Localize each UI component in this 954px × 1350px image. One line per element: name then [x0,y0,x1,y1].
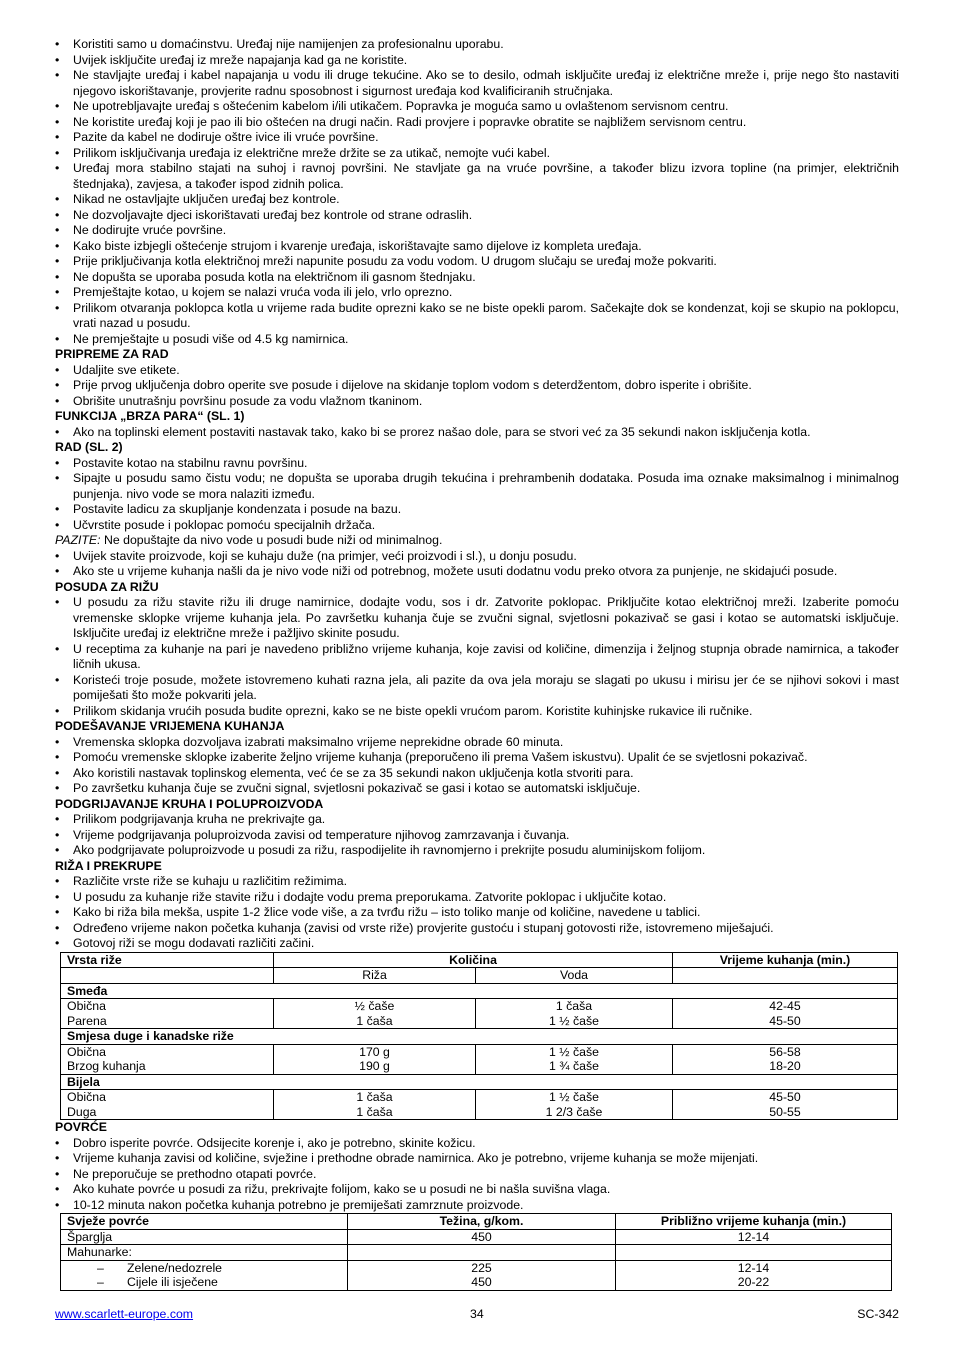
list-item: • Dobro isperite povrće. Odsijecite korenje i, ako je potrebno, skinite kožicu. [55,1136,899,1152]
vegetable-name [61,1275,348,1290]
header-rice-type: Vrsta riže [61,952,274,968]
intro-section [55,37,899,347]
cooking-time: 45-50 50-55 [673,1090,898,1120]
section-heading: POVRĆE [55,1120,107,1134]
water-amount: 1 ½ čaše 1 ¾ čaše [476,1044,673,1074]
rice-variety: Obična Duga [61,1090,274,1120]
vegetable-name: Mahunarke: [61,1245,348,1261]
rice-cooking-table [60,952,898,1121]
list-item: • Vremenska sklopka dozvoljava izabrati maksimalno vrijeme neprekidne obrade 60 minuta. [55,735,899,751]
table-cell [348,1245,616,1261]
list-item: • Ako podgrijavate poluproizvode u posudi za rižu, raspodijelite ih ravnomjerno i prekrijte posudu aluminijskom folijom. [55,843,899,859]
dash-marker: – [97,1260,104,1275]
list-item: • Kako biste izbjegli oštećenje strujom i kvarenje uređaja, iskorištavajte samo dijelove iz kompleta uređaja. [55,239,899,255]
header-approx-time: Približno vrijeme kuhanja (min.) [616,1214,892,1230]
table-row [61,1229,892,1245]
rice-list [55,874,899,952]
document-page [55,37,899,1291]
vegetable-weight: 225 [348,1260,616,1275]
rice-variety: Obična Brzog kuhanja [61,1044,274,1074]
table-cell [673,968,898,984]
rice-variety: Obična Parena [61,999,274,1029]
operation-list [55,456,899,534]
list-item: • U receptima za kuhanje na pari je navedeno približno vrijeme kuhanja, koje zavisi od količine, dimenzija i željnog stupnja obrade namirnica, a također ličnih ukusa. [55,642,899,673]
model-number: SC-342 [857,1307,899,1321]
list-item: • Po završetku kuhanja čuje se zvučni signal, svjetlosni pokazivač se gasi i kotao se automatski isključuje. [55,781,899,797]
subheader-rice: Riža [274,968,476,984]
list-item: • Ne koristite uređaj koji je pao ili bio oštećen na drugi način. Radi provjere i popravke obratite se najbližem servisnom centru. [55,115,899,131]
reheat-list [55,812,899,859]
list-item: • Gotovoj riži se mogu dodavati različiti začini. [55,936,899,952]
steam-list [55,425,899,441]
list-item: • Vrijeme podgrijavanja poluproizvoda zavisi od temperature njihovog zamrzavanja i čuvanja. [55,828,899,844]
list-item: • Ne stavljajte uređaj i kabel napajanja u vodu ili druge tekućine. Ako se to desilo, odmah isključite uređaj iz električne mreže i, prije nego što nastaviti njegovo iskorištavanje, provjerite radnu sposobnost i sigurnost uređaja kod kvalificiranih stručnjaka. [55,68,899,99]
list-item: • Prije prvog uključenja dobro operite sve posude i dijelove na skidanje toplom vodom s deterdžentom, dobro isperite i obrišite. [55,378,899,394]
list-item: • Prije priključivanja kotla električnoj mreži napunite posudu za vodu vodom. U drugom slučaju se uređaj može pokvariti. [55,254,899,270]
list-item: • Postavite kotao na stabilnu ravnu površinu. [55,456,899,472]
list-item: • Učvrstite posude i poklopac pomoću specijalnih držača. [55,518,899,534]
list-item: • Različite vrste riže se kuhaju u različitim režimima. [55,874,899,890]
list-item: • Ne upotrebljavajte uređaj s oštećenim kabelom i/ili utikačem. Popravka je moguća samo u ovlaštenom servisnom centru. [55,99,899,115]
page-number: 34 [470,1307,484,1321]
section-heading: POSUDA ZA RIŽU [55,579,159,594]
section-heading: FUNKCIJA „BRZA PARA“ (SL. 1) [55,409,245,423]
header-vegetable: Svježe povrće [61,1214,348,1230]
table-header-row [61,1214,892,1230]
list-item: • Postavite ladicu za skupljanje kondenzata i posude na bazu. [55,502,899,518]
cooking-time: 56-58 18-20 [673,1044,898,1074]
vegetable-weight: 450 [348,1275,616,1290]
table-row [61,1090,898,1120]
rice-group-name: Smeđa [61,983,898,999]
vegetables-list [55,1136,899,1214]
website-link[interactable]: www.scarlett-europe.com [55,1307,194,1321]
vegetable-cooking-table [60,1213,892,1291]
water-amount: 1 ½ čaše 1 2/3 čaše [476,1090,673,1120]
list-item: • Uvijek isključite uređaj iz mreže napajanja kad ga ne koristite. [55,53,899,69]
header-quantity: Količina [274,952,673,968]
list-item: • Ne dozvoljavajte djeci iskorištavati uređaj bez kontrole od strane odraslih. [55,208,899,224]
list-item: • Koristeći troje posude, možete istovremeno kuhati razna jela, ali pazite da ova jela moraju se slagati po ukusu i mirisu jer će se njihovi sokovi i mast pomiješati što može pokvariti jela. [55,673,899,704]
list-item: • Ne dopušta se uporaba posuda kotla na električnom ili gasnom štednjaku. [55,270,899,286]
section-heading: PODEŠAVANJE VRIJEMENA KUHANJA [55,719,285,733]
list-item: • Uvijek stavite proizvode, koji se kuhaju duže (na primjer, veći proizvodi i sl.), u donju posudu. [55,549,899,565]
list-item: • Kako bi riža bila mekša, uspite 1-2 žlice vode više, a za tvrđu rižu – isto toliko manje od količine, navedene u tablici. [55,905,899,921]
dash-marker: – [97,1275,104,1289]
section-preparation [55,347,899,409]
rice-group-row [61,1074,898,1090]
list-item: • 10-12 minuta nakon početka kuhanja potrebno je premiješati zamrznute proizvode. [55,1198,899,1214]
vegetable-weight: 450 [348,1229,616,1245]
table-row [61,1260,892,1275]
list-item: • Koristiti samo u domaćinstvu. Uređaj nije namijenjen za profesionalnu uporabu. [55,37,899,53]
header-weight: Težina, g/kom. [348,1214,616,1230]
list-item: • Prilikom skidanja vrućih posuda budite oprezni, kako se ne biste opekli vrućom parom. Koristite kuhinjske rukavice ili ručnike. [55,704,899,720]
list-item: • Ako na toplinski element postaviti nastavak tako, kako bi se prorez našao dole, para se stvori već za 35 sekundi nakon isključenja kotla. [55,425,899,441]
list-item: • Ako kuhate povrće u posudi za rižu, prekrivajte folijom, kako se u posudi ne bi našla suvišna vlaga. [55,1182,899,1198]
vegetable-name: Šparglja [61,1229,348,1245]
table-header-row [61,952,898,968]
cooking-time: 42-45 45-50 [673,999,898,1029]
timer-list [55,735,899,797]
rice-amount: 170 g 190 g [274,1044,476,1074]
section-heading: PRIPREME ZA RAD [55,347,169,361]
prep-list [55,363,899,410]
vegetable-name [61,1260,348,1275]
list-item: • Premještajte kotao, u kojem se nalazi vruća voda ili jelo, vrlo oprezno. [55,285,899,301]
table-cell [61,968,274,984]
rice-amount: 1 čaša 1 čaša [274,1090,476,1120]
list-item: • Uređaj mora stabilno stajati na suhoj i ravnoj površini. Ne stavljate ga na vruće površine, a također blizu izvora topline (na primjer, električnih štednjaka), zavjesa, a također ispod zidnih polica. [55,161,899,192]
section-rice-bowl [55,580,899,720]
list-item: • Ako ste u vrijeme kuhanja našli da je nivo vode niži od potrebnog, možete usuti dodatnu vodu preko otvora za punjenje, ne skidajući posude. [55,564,899,580]
rice-group-row [61,1029,898,1045]
table-row [61,999,898,1029]
vegetable-time: 12-14 [616,1260,892,1275]
warning-text: Ne dopuštajte da nivo vode u posudi bude niži od minimalnog. [100,533,443,547]
header-cooking-time: Vrijeme kuhanja (min.) [673,952,898,968]
operation-list-2 [55,549,899,580]
rice-amount: ½ čaše 1 čaša [274,999,476,1029]
vegetable-subname: Zelene/nedozrele [127,1260,223,1275]
list-item: • Nikad ne ostavljajte uključen uređaj bez kontrole. [55,192,899,208]
list-item: • Pazite da kabel ne dodiruje oštre ivice ili vruće površine. [55,130,899,146]
list-item: • Vrijeme kuhanja zavisi od količine, svježine i prethodne obrade namirnica. Ako je potrebno, vrijeme kuhanja se može mijenjati. [55,1151,899,1167]
list-item: • U posudu za kuhanje riže stavite rižu i dodajte vodu prema preporukama. Zatvorite poklopac i uključite kotao. [55,890,899,906]
vegetable-subname: Cijele ili isječene [127,1275,218,1289]
section-reheat [55,797,899,859]
table-row [61,1044,898,1074]
list-item: • Prilikom otvaranja poklopca kotla u vrijeme rada budite oprezni kako se ne biste opekli parom. Sačekajte dok se kondenzat, koji se skupio na poklopcu, vrati nazad u posudu. [55,301,899,332]
rice-group-name: Smjesa duge i kanadske riže [61,1029,898,1045]
list-item: • Ne premještajte u posudi više od 4.5 kg namirnica. [55,332,899,348]
warning-label: PAZITE: [55,533,101,547]
table-subheader-row [61,968,898,984]
warning-note [55,533,899,549]
vegetable-time: 20-22 [616,1275,892,1290]
section-heading: RAD (SL. 2) [55,440,123,454]
section-heading: PODGRIJAVANJE KRUHA I POLUPROIZVODA [55,796,324,811]
list-item: • Udaljite sve etikete. [55,363,899,379]
section-quick-steam [55,409,899,440]
table-row [61,1245,892,1261]
list-item: • Određeno vrijeme nakon početka kuhanja (zavisi od vrste riže) provjerite gustoću i stupanj gotovosti riže, istovremeno miješajući. [55,921,899,937]
list-item: • Ne dodirujte vruće površine. [55,223,899,239]
section-heading: RIŽA I PREKRUPE [55,858,162,873]
list-item: • Ne preporučuje se prethodno otapati povrće. [55,1167,899,1183]
rice-group-row [61,983,898,999]
list-item: • Pomoću vremenske sklopke izaberite željno vrijeme kuhanja (preporučeno ili prema Vašem iskustvu). Upalit će se svjetlosni pokazivač. [55,750,899,766]
list-item: • Ako koristili nastavak toplinskog elementa, već će se za 35 sekundi nakon uključenja kotla stvoriti para. [55,766,899,782]
section-vegetables [55,1120,899,1213]
intro-list [55,37,899,347]
section-rice [55,859,899,952]
rice-bowl-list [55,595,899,719]
subheader-water: Voda [476,968,673,984]
list-item: • Sipajte u posudu samo čistu vodu; ne dopušta se uporaba drugih tekućina i prehrambenih dodataka. Posuda ima oznake maksimalnog i minimalnog punjenja. nivo vode se mora nalaziti između. [55,471,899,502]
list-item: • Prilikom isključivanja uređaja iz električne mreže držite se za utikač, nemojte vući kabel. [55,146,899,162]
table-cell [616,1245,892,1261]
rice-group-name: Bijela [61,1074,898,1090]
water-amount: 1 čaša 1 ½ čaše [476,999,673,1029]
list-item: • Obrišite unutrašnju površinu posude za vodu vlažnom tkaninom. [55,394,899,410]
section-operation [55,440,899,580]
vegetable-time: 12-14 [616,1229,892,1245]
table-row [61,1275,892,1290]
list-item: • Prilikom podgrijavanja kruha ne prekrivajte ga. [55,812,899,828]
section-timer [55,719,899,797]
list-item: • U posudu za rižu stavite rižu ili druge namirnice, dodajte vodu, sos i dr. Zatvorite poklopac. Priključite kotao električnoj mreži. Izaberite pomoću vremenske sklopke vrijeme kuhanja jela. Po završetku kuhanja čuje se zvučni signal, svjetlosni pokazivač se gasi i kotao se automatski isključuje. Isključite uređaj iz električne mreže i pažljivo skinite posudu. [55,595,899,642]
